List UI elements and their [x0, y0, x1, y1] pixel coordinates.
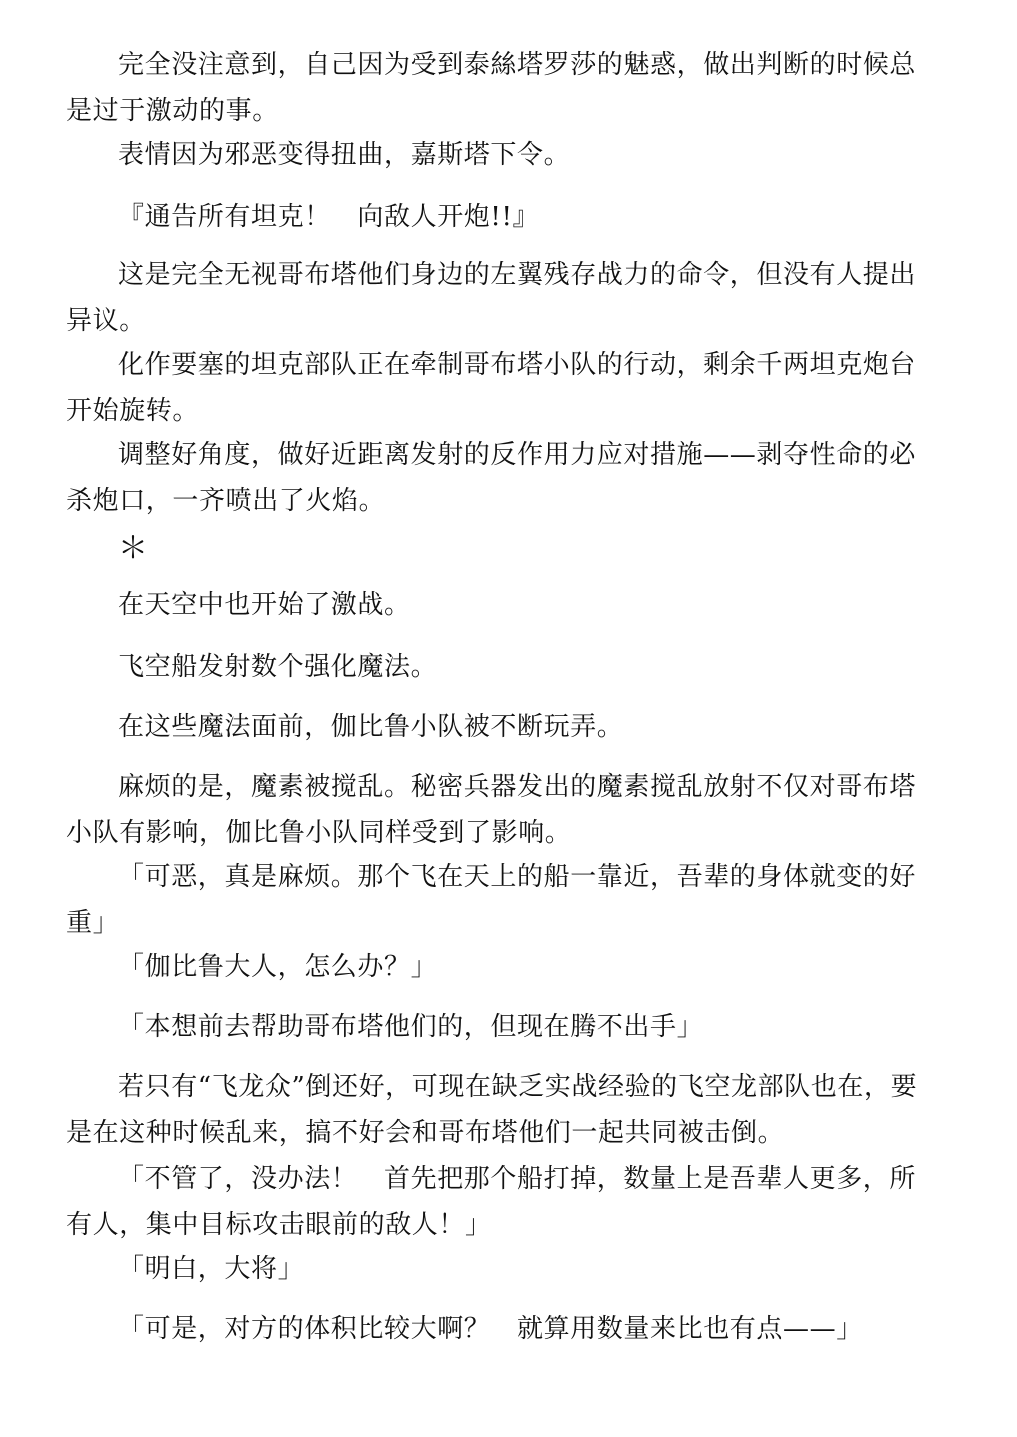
paragraph: 『通告所有坦克！ 向敌人开炮!!』	[118, 202, 540, 232]
section-separator: ＊	[118, 531, 148, 566]
paragraph: 「可是，对方的体积比较大啊？ 就算用数量来比也有点——」	[118, 1314, 863, 1344]
paragraph: 麻烦的是，魔素被搅乱。秘密兵器发出的魔素搅乱放射不仅对哥布塔小队有影响，伽比鲁小队同样受到了影响。	[66, 772, 917, 848]
paragraph: 在天空中也开始了激战。	[118, 590, 411, 620]
paragraph: 飞空船发射数个强化魔法。	[118, 652, 438, 682]
paragraph: 「本想前去帮助哥布塔他们的，但现在腾不出手」	[118, 1012, 704, 1042]
paragraph: 这是完全无视哥布塔他们身边的左翼残存战力的命令，但没有人提出异议。	[66, 260, 917, 336]
paragraph: 化作要塞的坦克部队正在牵制哥布塔小队的行动，剩余千两坦克炮台开始旋转。	[66, 350, 917, 426]
paragraph: 「不管了，没办法！ 首先把那个船打掉，数量上是吾辈人更多，所有人，集中目标攻击眼前的敌人！」	[66, 1164, 917, 1240]
paragraph: 「可恶，真是麻烦。那个飞在天上的船一靠近，吾辈的身体就变的好重」	[66, 862, 917, 938]
paragraph: 在这些魔法面前，伽比鲁小队被不断玩弄。	[118, 712, 624, 742]
paragraph: 表情因为邪恶变得扭曲，嘉斯塔下令。	[118, 140, 571, 170]
paragraph: 「明白，大将」	[118, 1254, 305, 1284]
paragraph: 调整好角度，做好近距离发射的反作用力应对措施——剥夺性命的必杀炮口，一齐喷出了火焰。	[66, 440, 917, 516]
paragraph: 完全没注意到，自己因为受到泰絲塔罗莎的魅惑，做出判断的时候总是过于激动的事。	[66, 50, 917, 126]
paragraph: 「伽比鲁大人，怎么办？」	[118, 952, 438, 982]
paragraph: 若只有“飞龙众”倒还好，可现在缺乏实战经验的飞空龙部队也在，要是在这种时候乱来，搞不好会和哥布塔他们一起共同被击倒。	[66, 1072, 918, 1148]
